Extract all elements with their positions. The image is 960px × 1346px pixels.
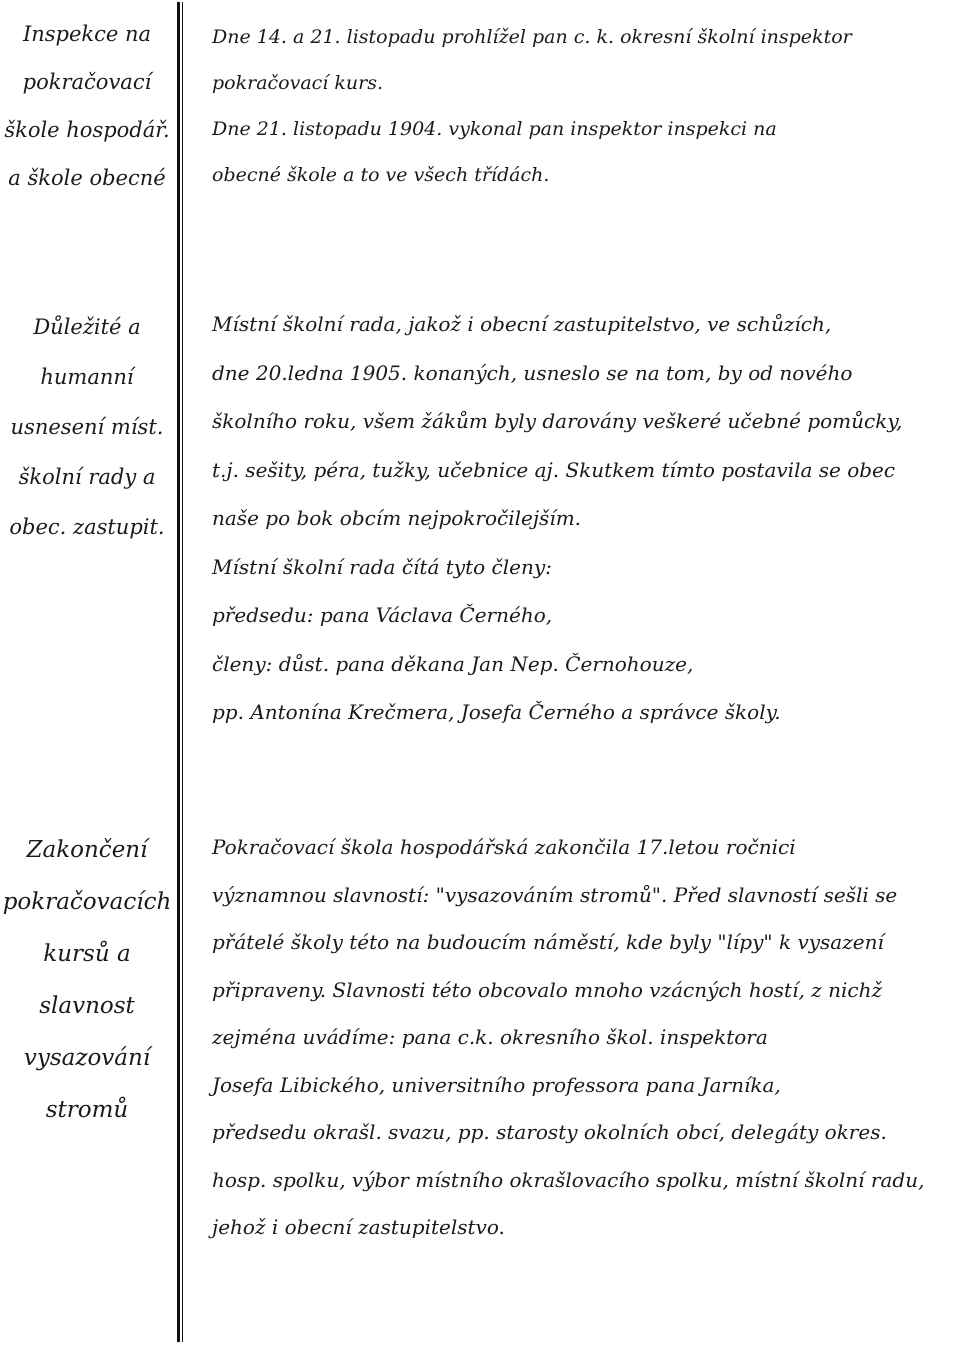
- entry-inspection: [212, 14, 952, 198]
- margin-note-line: škole hospodář.: [4, 118, 170, 142]
- entry-line: zejména uvádíme: pana c.k. okresního škol. inspektora: [212, 1025, 768, 1049]
- margin-note-line: vysazování: [23, 1045, 151, 1071]
- entry-line: naše po bok obcím nejpokročilejším.: [212, 506, 582, 530]
- margin-note-line: stromů: [45, 1097, 129, 1123]
- entry-line: pokračovací kurs.: [212, 72, 384, 94]
- entry-line: t.j. sešity, péra, tužky, učebnice aj. Skutkem tímto postavila se obec: [212, 457, 896, 482]
- entry-line: jehož i obecní zastupitelstvo.: [212, 1215, 505, 1239]
- entry-line: obecné škole a to ve všech třídách.: [212, 164, 550, 186]
- entry-resolution: [212, 300, 952, 737]
- entry-line: Pokračovací škola hospodářská zakončila 17.letou ročnici: [212, 835, 796, 859]
- margin-note-line: obec. zastupit.: [9, 515, 165, 539]
- entry-line: Dne 21. listopadu 1904. vykonal pan inspektor inspekci na: [212, 118, 777, 140]
- margin-note-resolution: [0, 302, 174, 552]
- margin-note-line: Inspekce na: [22, 22, 152, 46]
- entry-line: předsedu okrašl. svazu, pp. starosty okolních obcí, delegáty okres.: [212, 1120, 887, 1144]
- margin-note-closing: [0, 824, 174, 1136]
- entry-line: členy: důst. pana děkana Jan Nep. Černohouze,: [212, 651, 694, 676]
- entry-line: hosp. spolku, výbor místního okrašlovacího spolku, místní školní radu,: [212, 1167, 925, 1192]
- entry-line: Místní školní rada, jakož i obecní zastupitelstvo, ve schůzích,: [212, 312, 832, 336]
- column-divider: [177, 2, 183, 1342]
- margin-note-line: slavnost: [39, 993, 135, 1019]
- entry-line: dne 20.ledna 1905. konaných, usneslo se na tom, by od nového: [212, 360, 853, 385]
- entry-line: předsedu: pana Václava Černého,: [212, 603, 553, 627]
- margin-note-line: kursů a: [43, 941, 131, 967]
- entry-line: připraveny. Slavnosti této obcovalo mnoho vzácných hostí, z nichž: [212, 977, 882, 1002]
- margin-note-line: pokračovací: [22, 70, 152, 94]
- entry-closing: [212, 824, 952, 1252]
- margin-note-line: pokračovacích: [2, 889, 172, 915]
- entry-line: Josefa Libického, universitního professora pana Jarníka,: [212, 1072, 781, 1097]
- margin-note-line: a škole obecné: [8, 166, 166, 190]
- entry-line: významnou slavností: "vysazováním stromů". Před slavností sešli se: [212, 882, 898, 907]
- entry-line: pp. Antonína Krečmera, Josefa Černého a správce školy.: [212, 700, 781, 724]
- entry-line: Dne 14. a 21. listopadu prohlížel pan c. k. okresní školní inspektor: [212, 26, 852, 48]
- margin-note-inspection: [0, 10, 174, 202]
- entry-line: přátelé školy této na budoucím náměstí, kde byly "lípy" k vysazení: [212, 930, 884, 954]
- margin-note-line: školní rady a: [18, 465, 156, 489]
- margin-note-line: usnesení míst.: [10, 415, 164, 439]
- entry-line: Místní školní rada čítá tyto členy:: [212, 554, 552, 579]
- margin-note-line: Důležité a: [33, 315, 141, 339]
- margin-note-line: Zakončení: [26, 837, 148, 863]
- margin-note-line: humanní: [40, 365, 134, 389]
- entry-line: školního roku, všem žákům byly darovány veškeré učebné pomůcky,: [212, 409, 903, 433]
